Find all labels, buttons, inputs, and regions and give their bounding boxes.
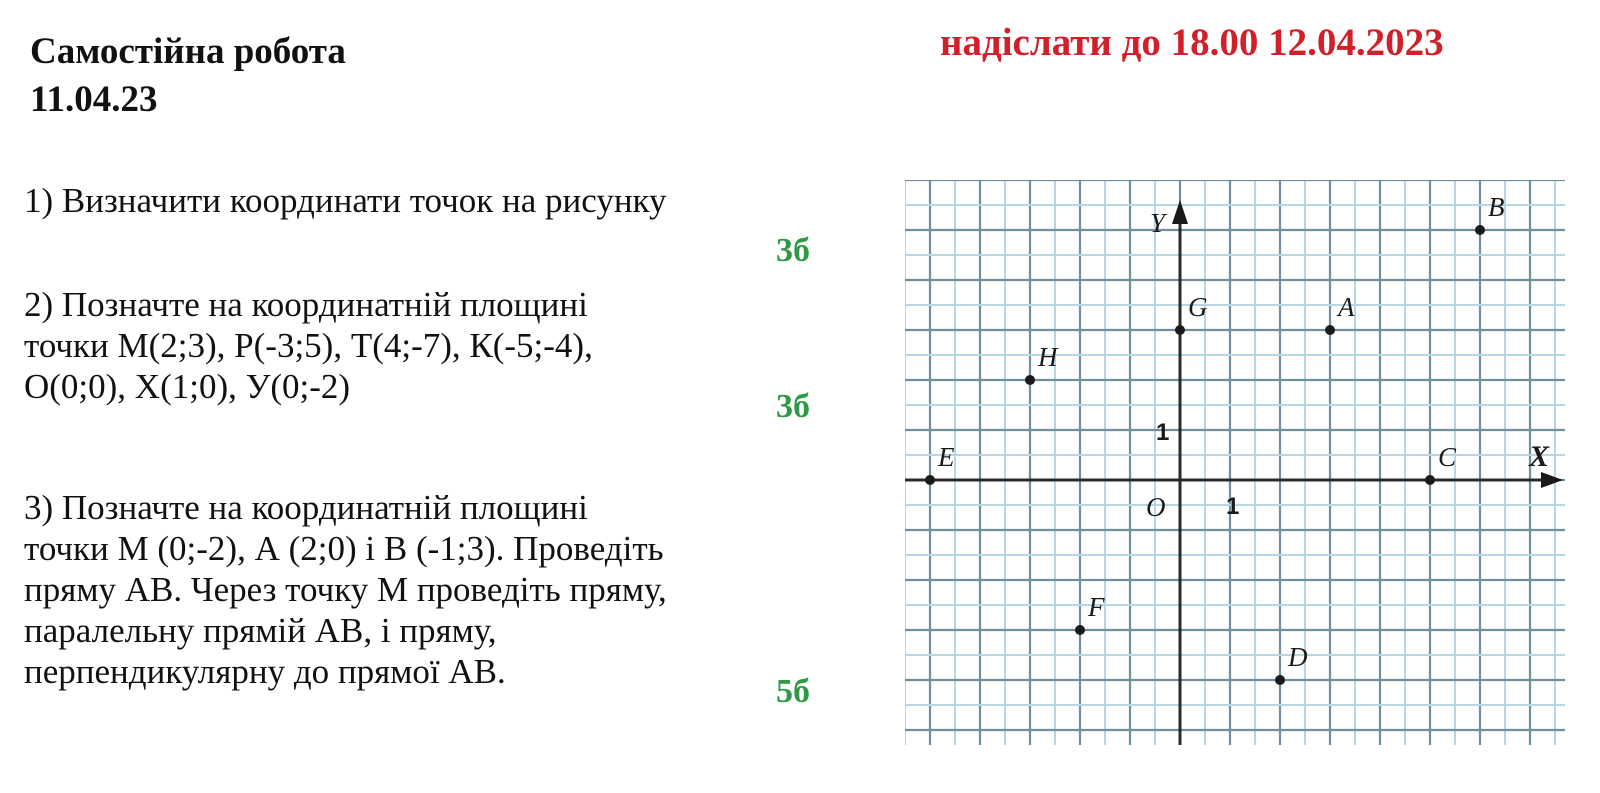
point-marker	[1325, 325, 1335, 335]
task-line: перпендикулярну до прямої АВ.	[24, 652, 506, 691]
point-label: F	[1088, 592, 1105, 622]
task-line: 1) Визначити координати точок на рисунку	[24, 181, 667, 220]
grid-lines	[905, 180, 1565, 745]
deadline-note: надіслати до 18.00 12.04.2023	[940, 21, 1444, 64]
point-label: D	[1288, 642, 1308, 672]
point-label: C	[1438, 442, 1457, 472]
point-marker	[1425, 475, 1435, 485]
y-axis-label: Y	[1150, 208, 1166, 238]
task-line: пряму АВ. Через точку М проведіть пряму,	[24, 570, 667, 609]
points	[925, 192, 1505, 685]
y-axis-arrow	[1172, 200, 1188, 224]
axes	[905, 200, 1563, 745]
task-2	[24, 284, 593, 407]
point-label: H	[1038, 342, 1058, 372]
point-label: B	[1488, 192, 1505, 222]
task-line: паралельну прямій АВ, і пряму,	[24, 611, 497, 650]
title-line: Самостійна робота	[30, 31, 346, 72]
x-axis-arrow	[1541, 472, 1563, 488]
title-date: 11.04.23	[30, 79, 158, 120]
coordinate-plane	[905, 180, 1565, 745]
y-unit-label: 1	[1156, 419, 1170, 446]
task-1-score: 3б	[776, 232, 810, 269]
point-marker	[1475, 225, 1485, 235]
worksheet-title	[30, 28, 346, 124]
x-unit-label: 1	[1226, 493, 1240, 520]
point-marker	[925, 475, 935, 485]
task-1	[24, 180, 667, 221]
task-line: точки М (0;-2), А (2;0) і В (-1;3). Проведіть	[24, 529, 664, 568]
point-marker	[1175, 325, 1185, 335]
task-line: 3) Позначте на координатній площині	[24, 488, 588, 527]
task-2-score: 3б	[776, 388, 810, 425]
point-label: E	[938, 442, 955, 472]
origin-label: O	[1146, 492, 1166, 522]
task-line: О(0;0), Х(1;0), У(0;-2)	[24, 367, 351, 406]
task-3-score: 5б	[776, 673, 810, 710]
task-line: 2) Позначте на координатній площині	[24, 285, 588, 324]
point-marker	[1025, 375, 1035, 385]
point-label: G	[1188, 292, 1208, 322]
task-line: точки М(2;3), Р(-3;5), Т(4;-7), К(-5;-4),	[24, 326, 593, 365]
point-marker	[1075, 625, 1085, 635]
task-3	[24, 487, 667, 692]
point-marker	[1275, 675, 1285, 685]
point-label: A	[1338, 292, 1355, 322]
x-axis-label: X	[1529, 440, 1550, 473]
